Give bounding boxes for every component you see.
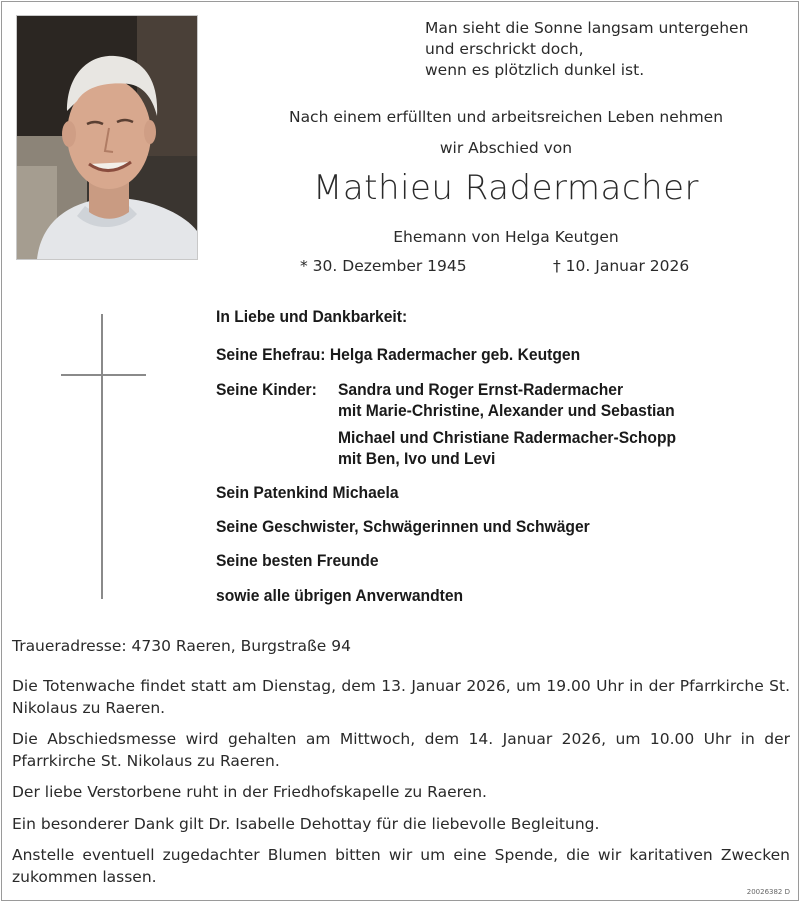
poem-line: Man sieht die Sonne langsam untergehen [425, 19, 749, 37]
portrait-image [17, 16, 197, 259]
family-child: Michael und Christiane Radermacher-Schopp [338, 428, 677, 447]
family-children-label: Seine Kinder: [216, 380, 317, 399]
death-date: † 10. Januar 2026 [553, 257, 690, 275]
reference-number: 20026382 D [746, 888, 790, 896]
portrait-photo [16, 15, 198, 260]
family-child: mit Marie-Christine, Alexander und Sebastian [338, 401, 675, 420]
family-child: Sandra und Roger Ernst-Radermacher [338, 380, 624, 399]
intro-line-1: Nach einem erfüllten und arbeitsreichen Leben nehmen [288, 108, 724, 126]
family-child: mit Ben, Ivo und Levi [338, 449, 496, 468]
deceased-name: Mathieu Radermacher [313, 168, 699, 208]
mourning-address: Traueradresse: 4730 Raeren, Burgstraße 94 [12, 637, 351, 655]
cross-icon-horizontal [61, 374, 146, 376]
thanks-notice: Ein besonderer Dank gilt Dr. Isabelle Dehottay für die liebevolle Begleitung. [12, 815, 600, 833]
family-wife: Seine Ehefrau: Helga Radermacher geb. Keutgen [216, 345, 581, 364]
cross-icon-vertical [101, 314, 103, 599]
donation-notice: Anstelle eventuell zugedachter Blumen bitten wir um eine Spende, die wir karitativen Zwecken zukommen lassen. [12, 846, 790, 886]
mass-notice: Die Abschiedsmesse wird gehalten am Mittwoch, dem 14. Januar 2026, um 10.00 Uhr in der Pfarrkirche St. Nikolaus zu Raeren. [12, 730, 790, 770]
family-relatives: sowie alle übrigen Anverwandten [216, 586, 464, 605]
birth-date: * 30. Dezember 1945 [300, 257, 467, 275]
intro-line-2: wir Abschied von [439, 139, 573, 157]
family-godchild: Sein Patenkind Michaela [216, 483, 399, 502]
family-friends: Seine besten Freunde [216, 551, 379, 570]
poem-line: und erschrickt doch, [425, 40, 584, 58]
family-heading: In Liebe und Dankbarkeit: [216, 307, 408, 326]
poem [425, 18, 748, 81]
family-siblings: Seine Geschwister, Schwägerinnen und Schwäger [216, 517, 590, 536]
rest-notice: Der liebe Verstorbene ruht in der Friedhofskapelle zu Raeren. [12, 783, 487, 801]
spouse-of: Ehemann von Helga Keutgen [393, 228, 619, 246]
poem-line: wenn es plötzlich dunkel ist. [425, 61, 645, 79]
wake-notice: Die Totenwache findet statt am Dienstag, dem 13. Januar 2026, um 19.00 Uhr in der Pfarrkirche St. Nikolaus zu Raeren. [12, 677, 790, 717]
